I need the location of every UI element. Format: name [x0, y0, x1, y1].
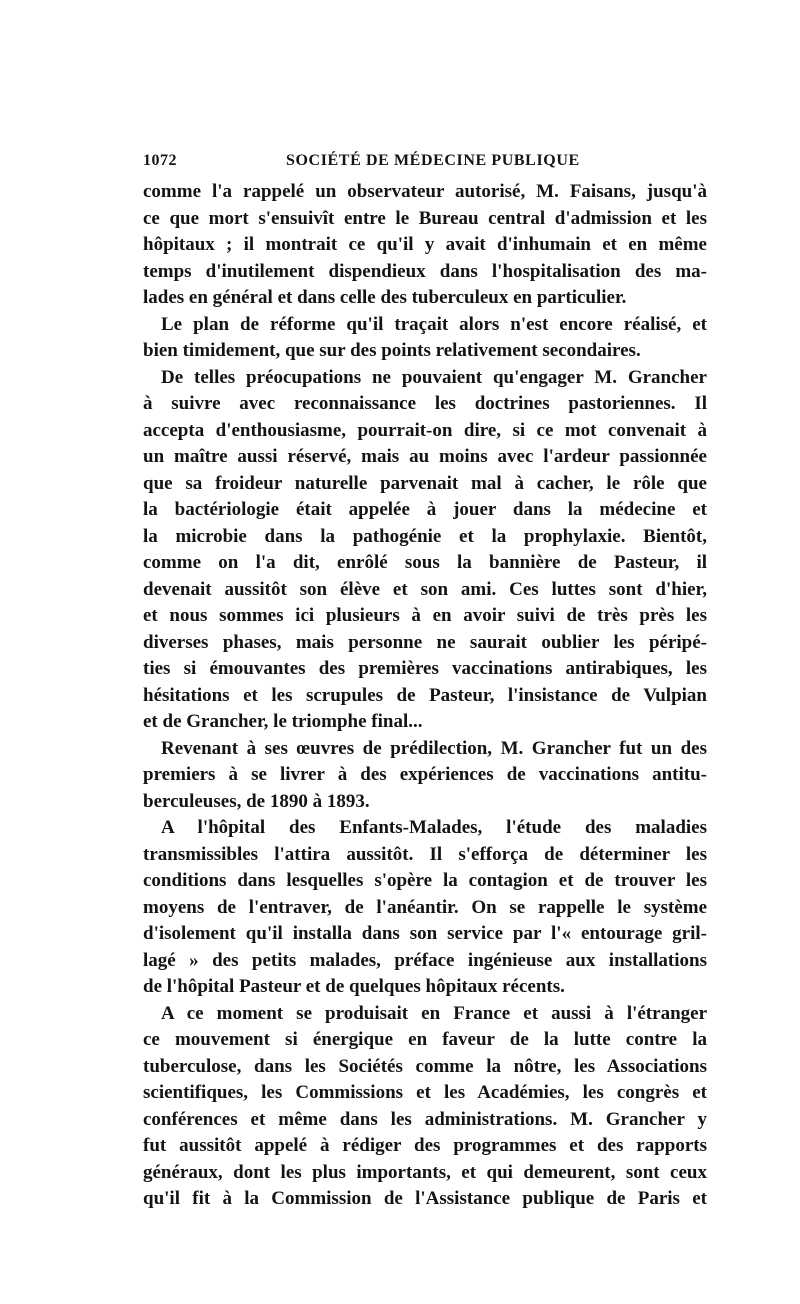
text-line: conférences et même dans les administrations. M. Grancher y: [143, 1108, 707, 1130]
text-line: fut aussitôt appelé à rédiger des programmes et des rapports: [143, 1135, 707, 1156]
text-line: conditions dans lesquelles s'opère la contagion et de trouver les: [143, 870, 707, 891]
text-line: premiers à se livrer à des expériences de vaccinations antitu-: [143, 764, 707, 785]
text-line: hésitations et les scrupules de Pasteur, l'insistance de Vulpian: [143, 684, 707, 706]
text-line: De telles préocupations ne pouvaient qu'engager M. Grancher: [161, 366, 707, 388]
text-line: accepta d'enthousiasme, pourrait-on dire, si ce mot convenait à: [143, 419, 707, 441]
text-line: A l'hôpital des Enfants-Malades, l'étude des maladies: [161, 817, 707, 838]
text-line: Le plan de réforme qu'il traçait alors n'est encore réalisé, et: [161, 313, 707, 335]
text-line: que sa froideur naturelle parvenait mal à cacher, le rôle que: [143, 472, 707, 494]
text-line: et de Grancher, le triomphe final...: [143, 711, 423, 732]
page-number: 1072: [143, 152, 177, 169]
text-line: comme on l'a dit, enrôlé sous la bannière de Pasteur, il: [143, 552, 707, 573]
body-text: [143, 179, 707, 1213]
text-line: Revenant à ses œuvres de prédilection, M. Grancher fut un des: [161, 737, 707, 759]
text-line: tuberculose, dans les Sociétés comme la nôtre, les Associations: [143, 1055, 707, 1077]
text-line: lagé » des petits malades, préface ingénieuse aux installations: [143, 949, 707, 971]
text-line: la bactériologie était appelée à jouer dans la médecine et: [143, 499, 707, 520]
text-line: A ce moment se produisait en France et aussi à l'étranger: [161, 1002, 707, 1024]
text-line: berculeuses, de 1890 à 1893.: [143, 790, 370, 812]
text-line: d'isolement qu'il installa dans son service par l'« entourage gril-: [143, 923, 707, 944]
journal-title: SOCIÉTÉ DE MÉDECINE PUBLIQUE: [286, 152, 580, 169]
text-line: temps d'inutilement dispendieux dans l'hospitalisation des ma-: [143, 260, 707, 282]
text-line: moyens de l'entraver, de l'anéantir. On se rappelle le système: [143, 896, 707, 918]
text-line: scientifiques, les Commissions et les Académies, les congrès et: [143, 1082, 707, 1103]
text-line: comme l'a rappelé un observateur autorisé, M. Faisans, jusqu'à: [143, 181, 707, 202]
running-head: [143, 146, 707, 174]
text-line: généraux, dont les plus importants, et qui demeurent, sont ceux: [143, 1161, 707, 1183]
text-line: un maître aussi réservé, mais au moins avec l'ardeur passionnée: [143, 446, 707, 467]
text-line: transmissibles l'attira aussitôt. Il s'efforça de déterminer les: [143, 843, 707, 865]
text-line: ce que mort s'ensuivît entre le Bureau central d'admission et les: [143, 207, 707, 229]
text-line: devenait aussitôt son élève et son ami. Ces luttes sont d'hier,: [143, 578, 707, 600]
text-line: ce mouvement si énergique en faveur de la lutte contre la: [143, 1029, 707, 1050]
text-line: diverses phases, mais personne ne saurait oublier les péripé-: [143, 631, 707, 653]
text-line: lades en général et dans celle des tuberculeux en particulier.: [143, 287, 627, 308]
text-line: bien timidement, que sur des points relativement secondaires.: [143, 340, 641, 361]
text-line: hôpitaux ; il montrait ce qu'il y avait d'inhumain et en même: [143, 234, 707, 255]
text-line: la microbie dans la pathogénie et la prophylaxie. Bientôt,: [143, 525, 707, 547]
text-line: de l'hôpital Pasteur et de quelques hôpitaux récents.: [143, 976, 565, 997]
text-line: et nous sommes ici plusieurs à en avoir suivi de très près les: [143, 605, 707, 626]
text-line: qu'il fit à la Commission de l'Assistance publique de Paris et: [143, 1188, 707, 1209]
text-line: ties si émouvantes des premières vaccinations antirabiques, les: [143, 658, 707, 679]
text-line: à suivre avec reconnaissance les doctrines pastoriennes. Il: [143, 393, 707, 414]
